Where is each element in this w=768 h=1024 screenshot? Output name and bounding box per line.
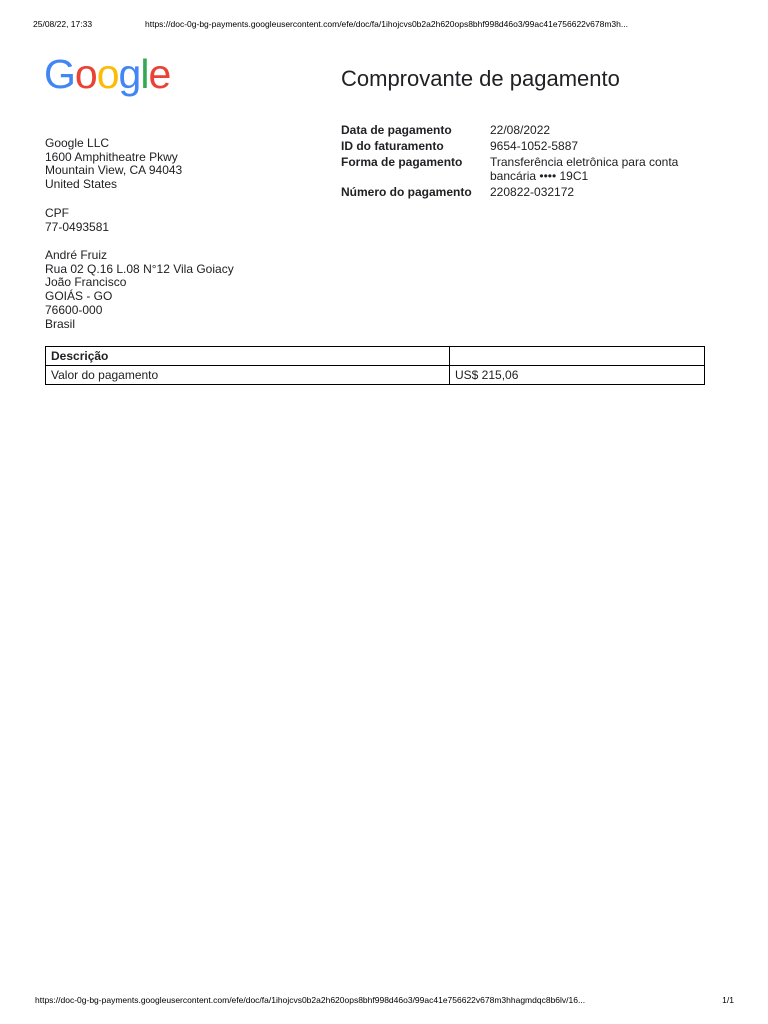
logo-letter: l bbox=[140, 51, 149, 97]
customer-address bbox=[45, 249, 234, 331]
tax-id-number: 77-0493581 bbox=[45, 219, 110, 234]
detail-value: 22/08/2022 bbox=[490, 123, 551, 137]
detail-value: Transferência eletrônica para conta bancária •••• 19C1 bbox=[490, 155, 679, 184]
customer-postal: 76600-000 bbox=[45, 302, 103, 317]
document-title: Comprovante de pagamento bbox=[341, 66, 620, 91]
company-city: Mountain View, CA 94043 bbox=[45, 163, 183, 178]
detail-row-payment-number bbox=[341, 186, 680, 200]
customer-neighborhood: João Francisco bbox=[45, 275, 127, 290]
customer-country: Brasil bbox=[45, 316, 76, 331]
company-country: United States bbox=[45, 177, 118, 192]
google-logo bbox=[44, 51, 171, 97]
customer-name: André Fruiz bbox=[45, 248, 108, 262]
detail-value: 220822-032172 bbox=[490, 185, 575, 200]
logo-letter: G bbox=[44, 51, 75, 97]
table-header-row bbox=[46, 347, 705, 366]
detail-value: 9654-1052-5887 bbox=[490, 139, 579, 154]
logo-letter: e bbox=[148, 51, 171, 97]
customer-street: Rua 02 Q.16 L.08 N°12 Vila Goiacy bbox=[45, 261, 234, 276]
detail-row-payment-method bbox=[341, 156, 680, 183]
detail-label: Número do pagamento bbox=[341, 185, 472, 200]
logo-letter: o bbox=[96, 51, 119, 97]
print-datetime: 25/08/22, 17:33 bbox=[33, 19, 93, 29]
table-cell-description: Valor do pagamento bbox=[46, 366, 450, 385]
company-address bbox=[45, 137, 182, 192]
company-street: 1600 Amphitheatre Pkwy bbox=[45, 149, 178, 164]
company-name: Google LLC bbox=[45, 136, 110, 150]
table-header-amount bbox=[450, 347, 705, 366]
print-header-url: https://doc-0g-bg-payments.googleusercontent.com/efe/doc/fa/1ihojcvs0b2a2h620ops8bhf998d46o3/99ac41e756622v678m3h... bbox=[145, 19, 628, 29]
table-cell-amount: US$ 215,06 bbox=[450, 366, 705, 385]
logo-letter: o bbox=[74, 51, 97, 97]
logo-letter: g bbox=[118, 51, 141, 97]
table-header-description: Descrição bbox=[46, 347, 450, 366]
payment-details bbox=[341, 124, 680, 203]
customer-state: GOIÁS - GO bbox=[45, 289, 113, 304]
detail-label: Forma de pagamento bbox=[341, 155, 463, 170]
detail-row-billing-id bbox=[341, 140, 680, 154]
table-row bbox=[46, 366, 705, 385]
print-footer-url: https://doc-0g-bg-payments.googleusercontent.com/efe/doc/fa/1ihojcvs0b2a2h620ops8bhf998d46o3/99ac41e756622v678m3hhagmdqc8b6lv/16... bbox=[35, 995, 586, 1005]
detail-row-payment-date bbox=[341, 124, 680, 138]
detail-label: ID do faturamento bbox=[341, 139, 444, 154]
tax-id-block bbox=[45, 207, 109, 234]
print-page-number: 1/1 bbox=[722, 995, 734, 1005]
tax-id-label: CPF bbox=[45, 206, 69, 220]
payment-table bbox=[45, 346, 705, 385]
detail-label: Data de pagamento bbox=[341, 123, 452, 137]
